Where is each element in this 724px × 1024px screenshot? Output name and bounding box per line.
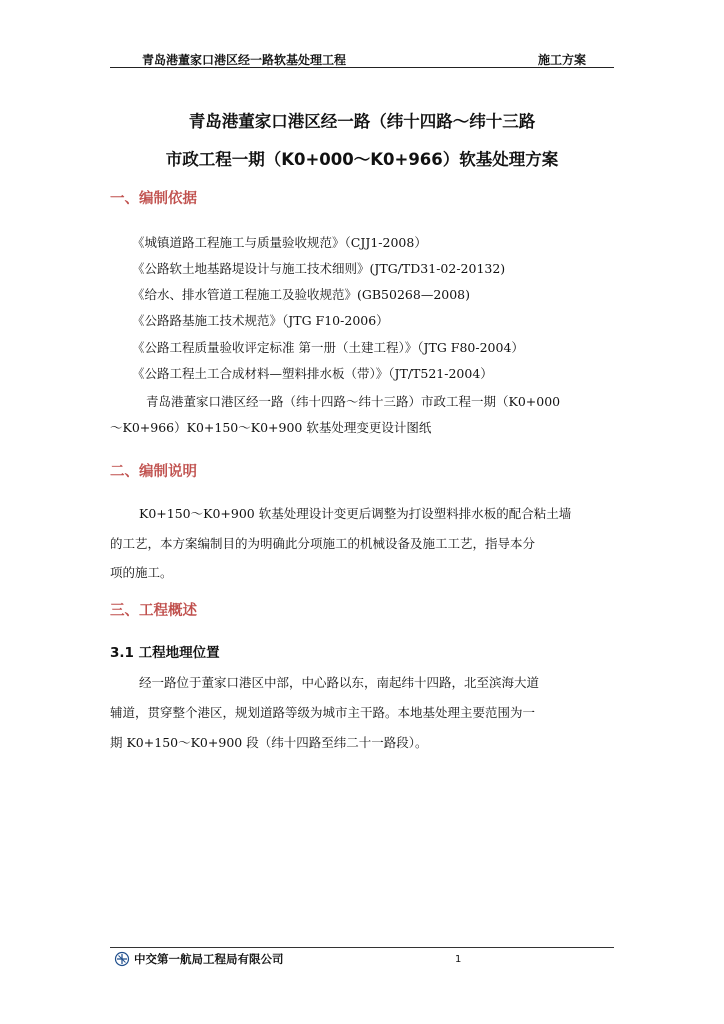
company-logo-icon xyxy=(114,951,130,967)
header-project-name: 青岛港董家口港区经一路软基处理工程 xyxy=(142,53,347,67)
header-doc-type: 施工方案 xyxy=(537,53,586,67)
section2-heading: 二、编制说明 xyxy=(110,464,197,480)
section1-heading: 一、编制依据 xyxy=(110,191,197,207)
reference-item-design-drawings-cont: ～K0+966）K0+150～K0+900 软基处理变更设计图纸 xyxy=(110,420,432,435)
reference-item: 《公路软土地基路堤设计与施工技术细则》(JTG/TD31-02-20132) xyxy=(132,261,506,276)
reference-item: 《公路工程土工合成材料—塑料排水板（带）》（JT/T521-2004） xyxy=(132,366,493,381)
reference-item: 《城镇道路工程施工与质量验收规范》（CJJ1-2008） xyxy=(132,235,427,250)
paragraph-line: 期 K0+150～K0+900 段（纬十四路至纬二十一路段）。 xyxy=(110,735,428,750)
reference-item-design-drawings: 青岛港董家口港区经一路（纬十四路～纬十三路）市政工程一期（K0+000 xyxy=(146,394,561,409)
reference-item: 《公路工程质量验收评定标准 第一册（土建工程）》（JTG F80-2004） xyxy=(132,340,524,355)
reference-item: 《公路路基施工技术规范》（JTG F10-2006） xyxy=(132,313,389,328)
page-header xyxy=(110,50,614,68)
paragraph-line: K0+150～K0+900 软基处理设计变更后调整为打设塑料排水板的配合粘土墙 xyxy=(139,506,572,521)
subsection-heading: 3.1 工程地理位置 xyxy=(110,645,220,661)
paragraph-line: 经一路位于董家口港区中部，中心路以东，南起纬十四路，北至滨海大道 xyxy=(139,675,540,690)
page-number: 1 xyxy=(455,954,462,965)
paragraph-line: 辅道，贯穿整个港区，规划道路等级为城市主干路。本地基处理主要范围为一 xyxy=(110,705,536,720)
section3-heading: 三、工程概述 xyxy=(110,603,197,619)
document-title-line1: 青岛港董家口港区经一路（纬十四路～纬十三路 xyxy=(188,112,536,131)
document-title-line2: 市政工程一期（K0+000～K0+966）软基处理方案 xyxy=(165,150,559,169)
reference-item: 《给水、排水管道工程施工及验收规范》(GB50268—2008) xyxy=(132,287,471,302)
footer-company-name: 中交第一航局工程局有限公司 xyxy=(134,952,284,966)
paragraph-line: 项的施工。 xyxy=(110,565,173,580)
footer-divider xyxy=(110,947,614,948)
paragraph-line: 的工艺，本方案编制目的为明确此分项施工的机械设备及施工工艺，指导本分 xyxy=(110,536,536,551)
